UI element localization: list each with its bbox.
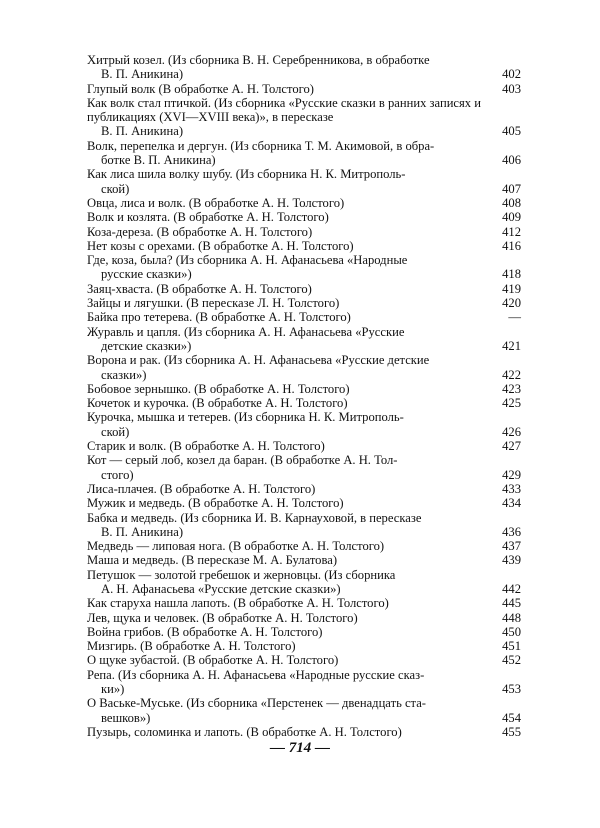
toc-entry-title-line: Мизгирь. (В обработке А. Н. Толстого)	[87, 639, 296, 654]
toc-entry-title-line: Петушок — золотой гребешок и жерновцы. (Из сборника	[87, 567, 396, 582]
toc-entry-title-line: Кочеток и курочка. (В обработке А. Н. Толстого)	[87, 396, 348, 411]
toc-entry-title	[87, 453, 491, 482]
toc-entry-page-number: 450	[502, 624, 521, 639]
toc-entry-page-number: 426	[502, 424, 521, 439]
toc-entry-title-line: Репа. (Из сборника А. Н. Афанасьева «Народные русские сказ-	[87, 667, 425, 682]
toc-entry-page-number: 425	[502, 396, 521, 411]
toc-entry-page-number: 448	[502, 610, 521, 625]
toc-entry-page-number: 421	[502, 338, 521, 353]
toc-entry-title-line: Война грибов. (В обработке А. Н. Толстого)	[87, 624, 323, 639]
toc-entry-title	[87, 239, 491, 253]
toc-entry-title-line: Волк и козлята. (В обработке А. Н. Толстого)	[87, 210, 329, 225]
toc-entry-page-number: 429	[502, 467, 521, 482]
toc-entry-title	[87, 725, 491, 739]
toc-entry-title	[87, 625, 491, 639]
toc-entry	[87, 82, 521, 96]
toc-entry-title	[87, 82, 491, 96]
toc-entry	[87, 553, 521, 567]
toc-entry	[87, 639, 521, 653]
toc-entry-title-line: Медведь — липовая нога. (В обработке А. Н. Толстого)	[87, 539, 385, 554]
toc-entry-title-continuation: В. П. Аникина)	[101, 67, 184, 82]
toc-entry	[87, 282, 521, 296]
toc-entry	[87, 482, 521, 496]
toc-entry-title-line: О Ваське-Муське. (Из сборника «Перстенек — двенадцать ста-	[87, 696, 426, 711]
toc-entry-title	[87, 611, 491, 625]
toc-entry	[87, 353, 521, 382]
toc-entry	[87, 496, 521, 510]
toc-entry-title	[87, 539, 491, 553]
toc-entry-title	[87, 496, 491, 510]
toc-entry-title-continuation: ской)	[101, 181, 130, 196]
toc-entry-page-number: 406	[502, 153, 521, 168]
table-of-contents	[87, 53, 521, 739]
toc-entry-title-line: Как лиса шила волку шубу. (Из сборника Н. К. Митрополь-	[87, 167, 406, 182]
toc-entry	[87, 325, 521, 354]
toc-entry-title	[87, 511, 491, 540]
toc-entry	[87, 696, 521, 725]
toc-entry-page-number: 442	[502, 581, 521, 596]
toc-entry	[87, 568, 521, 597]
toc-entry-title-continuation: В. П. Аникина)	[101, 124, 184, 139]
toc-entry-page-number: 451	[502, 639, 521, 654]
toc-entry-title-line: Как старуха нашла лапоть. (В обработке А. Н. Толстого)	[87, 596, 389, 611]
toc-entry-page-number: 419	[502, 281, 521, 296]
toc-entry-title-line: Где, коза, была? (Из сборника А. Н. Афанасьева «Народные	[87, 253, 408, 268]
toc-entry-title-continuation: вешков»)	[101, 710, 151, 725]
toc-entry	[87, 396, 521, 410]
toc-entry-page-number: —	[508, 310, 521, 325]
toc-entry-title-continuation: детские сказки»)	[101, 338, 192, 353]
toc-entry-title-continuation: А. Н. Афанасьева «Русские детские сказки»)	[101, 581, 341, 596]
toc-entry-title	[87, 196, 491, 210]
toc-entry	[87, 139, 521, 168]
toc-entry-title	[87, 139, 491, 168]
toc-entry-page-number: 454	[502, 710, 521, 725]
toc-entry	[87, 239, 521, 253]
toc-entry	[87, 196, 521, 210]
toc-entry-title-line: Хитрый козел. (Из сборника В. Н. Серебренникова, в обработке	[87, 53, 430, 67]
toc-entry	[87, 439, 521, 453]
toc-entry-title-line: Бабка и медведь. (Из сборника И. В. Карнауховой, в пересказе	[87, 510, 422, 525]
toc-entry-title-line: Курочка, мышка и тетерев. (Из сборника Н. К. Митрополь-	[87, 410, 404, 425]
toc-entry-title	[87, 410, 491, 439]
toc-entry-title-line: Кот — серый лоб, козел да баран. (В обработке А. Н. Тол-	[87, 453, 398, 468]
toc-entry-title-line: Пузырь, соломинка и лапоть. (В обработке А. Н. Толстого)	[87, 724, 402, 739]
toc-entry-page-number: 416	[502, 238, 521, 253]
toc-entry-page-number: 408	[502, 195, 521, 210]
toc-entry-title-line: Мужик и медведь. (В обработке А. Н. Толстого)	[87, 496, 344, 511]
toc-entry-title	[87, 353, 491, 382]
toc-entry-title-line: Зайцы и лягушки. (В пересказе Л. Н. Толстого)	[87, 296, 340, 311]
toc-entry-page-number: 427	[502, 439, 521, 454]
toc-entry-title-continuation: стого)	[101, 467, 134, 482]
page-number: — 714 —	[270, 740, 330, 756]
toc-entry-page-number: 445	[502, 596, 521, 611]
toc-entry-title	[87, 568, 491, 597]
toc-entry-title	[87, 653, 491, 667]
toc-entry	[87, 296, 521, 310]
toc-entry	[87, 668, 521, 697]
toc-entry-title-line: Маша и медведь. (В пересказе М. А. Булатова)	[87, 553, 338, 568]
toc-entry-title	[87, 325, 491, 354]
toc-entry-title	[87, 553, 491, 567]
toc-entry	[87, 382, 521, 396]
toc-entry	[87, 625, 521, 639]
toc-entry	[87, 611, 521, 625]
toc-entry-title	[87, 439, 491, 453]
toc-entry-title-line: Глупый волк (В обработке А. Н. Толстого)	[87, 81, 314, 96]
toc-entry-page-number: 403	[502, 81, 521, 96]
toc-entry-title	[87, 482, 491, 496]
toc-entry	[87, 96, 521, 139]
toc-entry	[87, 410, 521, 439]
toc-entry-page-number: 402	[502, 67, 521, 82]
toc-entry-title-line: Как волк стал птичкой. (Из сборника «Русские сказки в ранних записях и публикациях (XVI—XVIII века)», в пересказе	[87, 95, 481, 125]
toc-entry-title-continuation: ботке В. П. Аникина)	[101, 153, 216, 168]
toc-entry-page-number: 452	[502, 653, 521, 668]
toc-entry-title	[87, 253, 491, 282]
toc-entry-page-number: 423	[502, 381, 521, 396]
toc-entry-title	[87, 167, 491, 196]
toc-entry-title-line: Журавль и цапля. (Из сборника А. Н. Афанасьева «Русские	[87, 324, 405, 339]
toc-entry-title-line: Нет козы с орехами. (В обработке А. Н. Толстого)	[87, 238, 354, 253]
toc-entry-title-line: Бобовое зернышко. (В обработке А. Н. Толстого)	[87, 381, 350, 396]
toc-entry	[87, 53, 521, 82]
toc-entry-page-number: 437	[502, 539, 521, 554]
toc-entry-title-continuation: В. П. Аникина)	[101, 524, 184, 539]
toc-entry	[87, 167, 521, 196]
toc-entry-title	[87, 396, 491, 410]
toc-entry-title-line: Байка про тетерева. (В обработке А. Н. Толстого)	[87, 310, 351, 325]
toc-entry	[87, 596, 521, 610]
toc-entry-title-continuation: сказки»)	[101, 367, 147, 382]
toc-entry-page-number: 434	[502, 496, 521, 511]
toc-entry-title-continuation: ской)	[101, 424, 130, 439]
toc-entry	[87, 539, 521, 553]
toc-entry	[87, 310, 521, 324]
toc-entry-page-number: 405	[502, 124, 521, 139]
toc-entry-page-number: 407	[502, 181, 521, 196]
toc-entry-title	[87, 639, 491, 653]
toc-entry-title	[87, 53, 491, 82]
toc-entry	[87, 725, 521, 739]
toc-entry-title	[87, 96, 491, 139]
toc-entry-title	[87, 696, 491, 725]
toc-entry-page-number: 439	[502, 553, 521, 568]
toc-entry	[87, 253, 521, 282]
toc-entry-title	[87, 282, 491, 296]
toc-entry-title	[87, 225, 491, 239]
toc-entry	[87, 453, 521, 482]
toc-entry-page-number: 422	[502, 367, 521, 382]
toc-entry-page-number: 418	[502, 267, 521, 282]
toc-entry-page-number: 409	[502, 210, 521, 225]
toc-entry-title-line: Ворона и рак. (Из сборника А. Н. Афанасьева «Русские детские	[87, 353, 430, 368]
toc-entry-title	[87, 668, 491, 697]
toc-entry-page-number: 436	[502, 524, 521, 539]
toc-entry-title-line: Овца, лиса и волк. (В обработке А. Н. Толстого)	[87, 195, 345, 210]
toc-entry-title-continuation: ки»)	[101, 682, 125, 697]
toc-entry-title-line: Старик и волк. (В обработке А. Н. Толстого)	[87, 439, 325, 454]
toc-entry	[87, 210, 521, 224]
toc-entry	[87, 225, 521, 239]
toc-entry-title-line: Заяц-хваста. (В обработке А. Н. Толстого)	[87, 281, 312, 296]
toc-entry-page-number: 412	[502, 224, 521, 239]
toc-entry-page-number: 455	[502, 724, 521, 739]
toc-entry-title	[87, 210, 491, 224]
toc-entry	[87, 511, 521, 540]
toc-entry-title	[87, 382, 491, 396]
toc-entry-page-number: 433	[502, 481, 521, 496]
toc-entry-title	[87, 596, 491, 610]
toc-entry	[87, 653, 521, 667]
toc-entry-title	[87, 310, 491, 324]
toc-entry-title-line: Лев, щука и человек. (В обработке А. Н. Толстого)	[87, 610, 358, 625]
toc-entry-title-line: Коза-дереза. (В обработке А. Н. Толстого)	[87, 224, 313, 239]
toc-entry-title-line: О щуке зубастой. (В обработке А. Н. Толстого)	[87, 653, 339, 668]
toc-entry-title-continuation: русские сказки»)	[101, 267, 192, 282]
toc-entry-title	[87, 296, 491, 310]
toc-entry-title-line: Лиса-плачея. (В обработке А. Н. Толстого)	[87, 481, 316, 496]
toc-entry-page-number: 420	[502, 296, 521, 311]
toc-entry-page-number: 453	[502, 682, 521, 697]
toc-entry-title-line: Волк, перепелка и дергун. (Из сборника Т. М. Акимовой, в обра-	[87, 138, 435, 153]
